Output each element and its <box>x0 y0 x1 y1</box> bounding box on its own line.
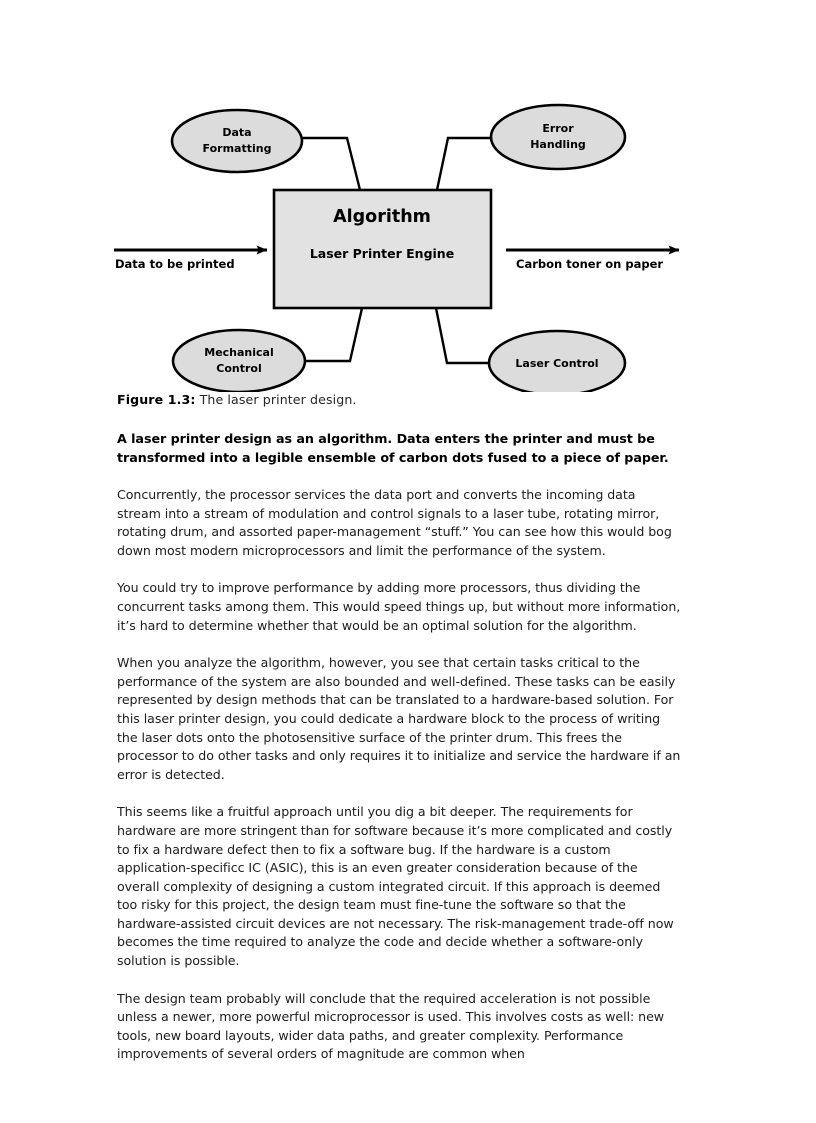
body-paragraph-4: This seems like a fruitful approach until you dig a bit deeper. The requirements for hardware are more stringent than for software because it’s more complicated and costly to fix a hardware defect then to fix a software bug. If the hardware is a custom application-specificc IC (ASIC), this is an even greater consideration because of the overall complexity of designing a custom integrated circuit. If this approach is deemed too risky for this project, the design team must fine-tune the software so that the hardware-assisted circuit devices are not necessary. The risk-management trade-off now becomes the time required to analyze the code and decide whether a software-only solution is possible. <box>117 804 674 969</box>
node-data-formatting-line2: Formatting <box>202 142 272 155</box>
node-laser-control-line1: Laser Control <box>515 357 599 370</box>
laser-printer-block-diagram <box>110 92 690 392</box>
output-arrow-label: Carbon toner on paper <box>516 257 664 271</box>
input-arrow-label: Data to be printed <box>115 257 235 271</box>
figure-caption <box>117 392 683 408</box>
algorithm-box-subtitle: Laser Printer Engine <box>309 246 455 261</box>
connector-data-formatting <box>302 138 360 190</box>
figure-caption-text: The laser printer design. <box>195 392 357 407</box>
body-paragraph-2: You could try to improve performance by adding more processors, thus dividing the concurrent tasks among them. This would speed things up, but without more information, it’s hard to determine whether that would be an optimal solution for the algorithm. <box>117 580 681 633</box>
node-mechanical-control <box>173 330 305 392</box>
node-data-formatting <box>172 110 302 172</box>
algorithm-box-title: Algorithm <box>333 207 431 227</box>
node-error-handling-line2: Handling <box>530 138 586 151</box>
connector-mechanical-control <box>305 308 362 361</box>
connector-laser-control <box>436 308 491 363</box>
lead-paragraph: A laser printer design as an algorithm. Data enters the printer and must be transformed into a legible ensemble of carbon dots fused to a piece of paper. <box>117 431 669 465</box>
body-paragraph-3: When you analyze the algorithm, however, you see that certain tasks critical to the performance of the system are also bounded and well-defined. These tasks can be easily represented by design methods that can be translated to a hardware-based solution. For this laser printer design, you could dedicate a hardware block to the process of writing the laser dots onto the photosensitive surface of the printer drum. This frees the processor to do other tasks and only requires it to initialize and service the hardware if an error is detected. <box>117 655 681 782</box>
body-paragraph-1: Concurrently, the processor services the data port and converts the incoming data stream into a stream of modulation and control signals to a laser tube, rotating mirror, rotating drum, and assorted paper-management “stuff.” You can see how this would bog down most modern microprocessors and limit the performance of the system. <box>117 487 672 558</box>
body-paragraph-5: The design team probably will conclude that the required acceleration is not possible unless a newer, more powerful microprocessor is used. This involves costs as well: new tools, new board layouts, wider data paths, and greater complexity. Performance improvements of several orders of magnitude are common when <box>117 990 665 1062</box>
node-mechanical-control-line2: Control <box>216 362 262 375</box>
document-body <box>117 392 683 1064</box>
node-error-handling <box>491 105 625 169</box>
node-mechanical-control-line1: Mechanical <box>204 346 274 359</box>
figure-caption-label: Figure 1.3: <box>117 392 196 407</box>
node-data-formatting-line1: Data <box>222 126 252 139</box>
figure-1-3-diagram <box>110 92 690 392</box>
node-error-handling-line1: Error <box>542 122 574 135</box>
connector-error-handling <box>437 138 493 190</box>
